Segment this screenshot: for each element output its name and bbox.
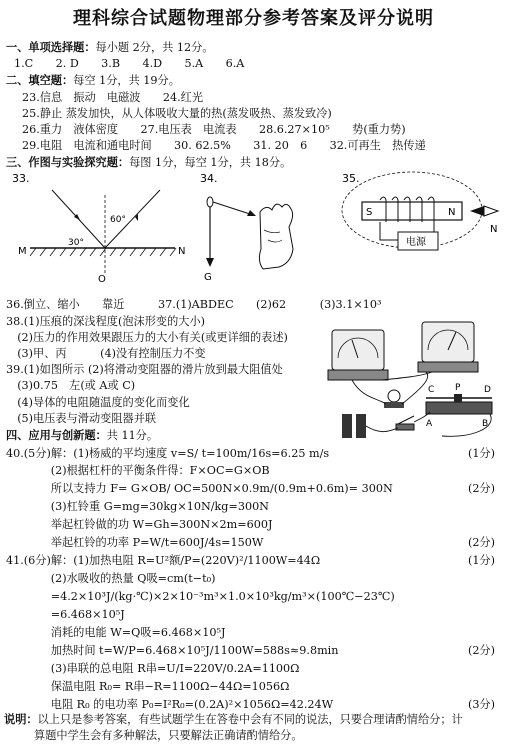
footer-note-line-2: 算题中学生会有多种解法，只要解法正确请酌情给分。 [34,729,303,742]
answer-41-3c: 电阻 R₀ 的电功率 P₀=I²R₀=(0.2A)²×1056Ω=42.24W [6,698,334,711]
answer-40-3c: 举起杠铃的功率 P=W/t=600J/4s=150W [6,536,264,549]
figure-39-circuit-illustration [322,318,502,440]
answer-40-3b: 举起杠铃做的功 W=Gh=300N×2m=600J [6,518,273,531]
compass-label-n: N [490,224,498,235]
answer-40-2b: 所以支持力 F= G×OB/ OC=500N×0.9m/(0.9m+0.6m)= 300N [6,482,393,495]
pole-label-n: N [448,207,456,218]
rheostat-terminal-d: D [484,385,491,395]
figure-33-reflection-diagram [10,170,195,285]
answer-23-24: 23.信息 振动 电磁波 24.红光 [22,91,204,104]
answer-39-3: (3)0.75 左(或 A或 C) [6,379,136,392]
section-1-note: 每小题 2分，共 12分。 [95,41,214,54]
answer-26-28: 26.重力 液体密度 27.电压表 电流表 28.6.27×10⁵ 势(重力势) [22,123,406,136]
rheostat-terminal-c: C [428,385,435,395]
footer-note-text-1: 以上只是参考答案，有些试题学生在答卷中会有不同的说法，只要合理请酌情给分；计 [37,713,463,726]
score-41-2: (2分) [467,644,495,657]
rheostat-terminal-b: B [482,419,489,429]
answer-41-2e: 加热时间 t=W/P=6.468×10⁵J/1100W=588s≈9.8min [6,644,339,657]
section-4-heading [6,428,158,443]
figure-34-label: 34. [200,172,218,185]
angle-60-label: 60° [110,215,126,225]
section-4-title: 四、应用与创新题： [6,429,107,442]
answer-39-1: 39.(1)如图所示 (2)将滑动变阻器的滑片放到最大阻值处 [6,363,283,376]
answer-41-1: 41.(6分)解：(1)加热电阻 R=U²额/P=(220V)²/1100W=44Ω [6,554,321,567]
point-label-o: O [98,274,106,285]
figure-33-label: 33. [12,172,30,185]
rheostat-terminal-a: A [426,419,433,429]
section-4-note: 共 11分。 [106,429,159,442]
answer-25: 25.静止 蒸发加快，从人体吸收大量的热(蒸发吸热、蒸发致冷) [22,107,332,120]
gravity-label-g: G [204,272,212,283]
answer-39-5: (5)电压表与滑动变阻器并联 [6,412,157,425]
score-41-3: (3分) [467,698,495,711]
mirror-label-m: M [18,246,27,257]
answer-36-37: 36.倒立、缩小 靠近 37.(1)ABDEC (2)62 (3)3.1×10³ [6,298,382,311]
answer-41-3: (3)串联的总电阻 R串=U/I=220V/0.2A=1100Ω [6,662,300,675]
rheostat-slider-p: P [455,383,461,393]
score-40-2: (2分) [467,482,495,495]
answer-38-1: 38.(1)压痕的深浅程度(泡沫形变的大小) [6,315,205,328]
section-3-note: 每图 1分，每空 1分，共 18分。 [129,156,292,169]
answer-39-4: (4)导体的电阻随温度的变化而变化 [6,396,190,409]
footer-note-heading: 说明： [4,713,38,726]
figure-34-force-diagram [198,170,318,285]
score-40-3: (2分) [467,536,495,549]
score-40-1: (1分) [467,447,495,460]
answer-41-2d: 消耗的电能 W=Q吸=6.468×10⁵J [6,626,226,639]
answer-41-2: (2)水吸收的热量 Q吸=cm(t−t₀) [6,572,216,585]
angle-30-label: 30° [68,238,84,248]
section-3-title: 三、作图与实验探究题： [6,156,130,169]
power-source-label: 电源 [406,237,426,248]
answer-38-2: (2)压力的作用效果跟压力的大小有关(或更详细的表述) [6,331,288,344]
answer-38-3: (3)甲、丙 (4)没有控制压力不变 [6,347,206,360]
answer-40-2: (2)根据杠杆的平衡条件得：F×OC=G×OB [6,464,270,477]
figure-35-label: 35. [342,172,360,185]
score-41-1: (1分) [467,554,495,567]
answer-29-32: 29.电阻 电流和通电时间 30. 62.5% 31. 20 6 32.可再生 热传递 [22,139,426,152]
section-1-answers: 1.C 2. D 3.B 4.D 5.A 6.A [14,57,245,70]
section-2-note: 每空 1分，共 19分。 [73,74,180,87]
figure-35-solenoid-diagram [340,170,505,288]
answer-41-2b: =4.2×10³J/(kg·℃)×2×10⁻³m³×1.0×10³kg/m³×(100℃−23℃) [6,590,395,603]
answer-40-1: 40.(5分)解：(1)杨威的平均速度 v=S/ t=100m/16s=6.25 m/s [6,447,330,460]
answer-40-3: (3)杠铃重 G=mg=30kg×10N/kg=300N [6,500,269,513]
page-title: 理科综合试题物理部分参考答案及评分说明 [73,8,434,29]
section-1-heading [6,40,213,55]
section-2-heading [6,73,180,88]
pole-label-s: S [366,207,373,218]
mirror-label-n: N [178,246,186,257]
answer-41-2c: =6.468×10⁵J [6,608,125,621]
section-1-title: 一、单项选择题： [6,41,96,54]
answer-41-3b: 保温电阻 R₀= R串−R=1100Ω−44Ω=1056Ω [6,680,290,693]
section-3-heading [6,155,291,170]
footer-note-line-1 [4,712,463,727]
section-2-title: 二、填空题： [6,74,74,87]
